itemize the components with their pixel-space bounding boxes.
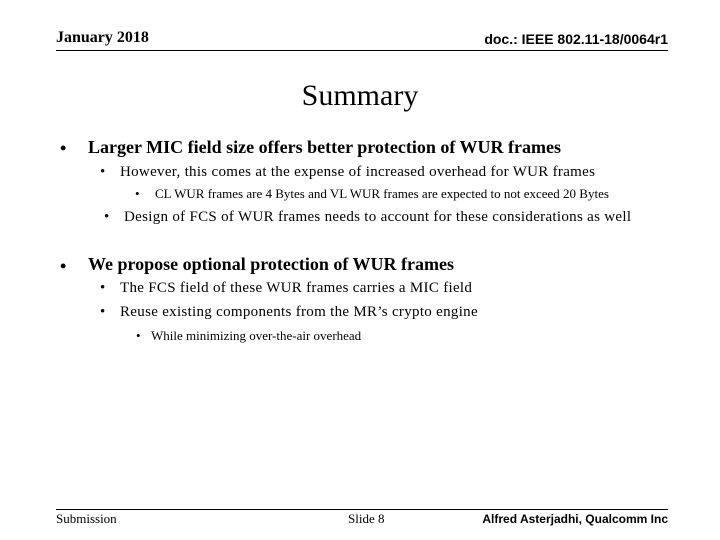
footer-slide-number: Slide 8 [348, 511, 385, 526]
bullet-1-2: Design of FCS of WUR frames needs to account for these considerations as well [124, 209, 632, 225]
footer-submission: Submission [56, 511, 117, 526]
slide-title: Summary [301, 79, 419, 112]
bullet-marker: • [60, 256, 67, 276]
bullet-2-2-1: While minimizing over-the-air overhead [151, 328, 362, 343]
bullet-marker: • [100, 164, 106, 180]
bullet-1-1-1: CL WUR frames are 4 Bytes and VL WUR frames are expected to not exceed 20 Bytes [155, 186, 609, 201]
bullet-marker: • [104, 209, 110, 225]
bullet-marker: • [100, 280, 106, 296]
bullet-marker: • [100, 304, 106, 320]
bullet-2-1: The FCS field of these WUR frames carries a MIC field [120, 280, 473, 296]
bullet-2-2: Reuse existing components from the MR’s crypto engine [120, 304, 478, 320]
bullet-marker: • [60, 138, 67, 158]
bullet-marker: • [136, 328, 141, 343]
header-date: January 2018 [56, 29, 149, 46]
bullet-2: We propose optional protection of WUR frames [88, 254, 454, 274]
footer-author: Alfred Asterjadhi, Qualcomm Inc [482, 512, 668, 526]
bullet-marker: • [135, 186, 140, 201]
header-divider [56, 50, 668, 51]
header-doc-id: doc.: IEEE 802.11-18/0064r1 [484, 31, 668, 47]
footer-divider [56, 509, 668, 510]
bullet-1: Larger MIC field size offers better protection of WUR frames [88, 137, 562, 157]
bullet-1-1: However, this comes at the expense of increased overhead for WUR frames [120, 164, 596, 180]
